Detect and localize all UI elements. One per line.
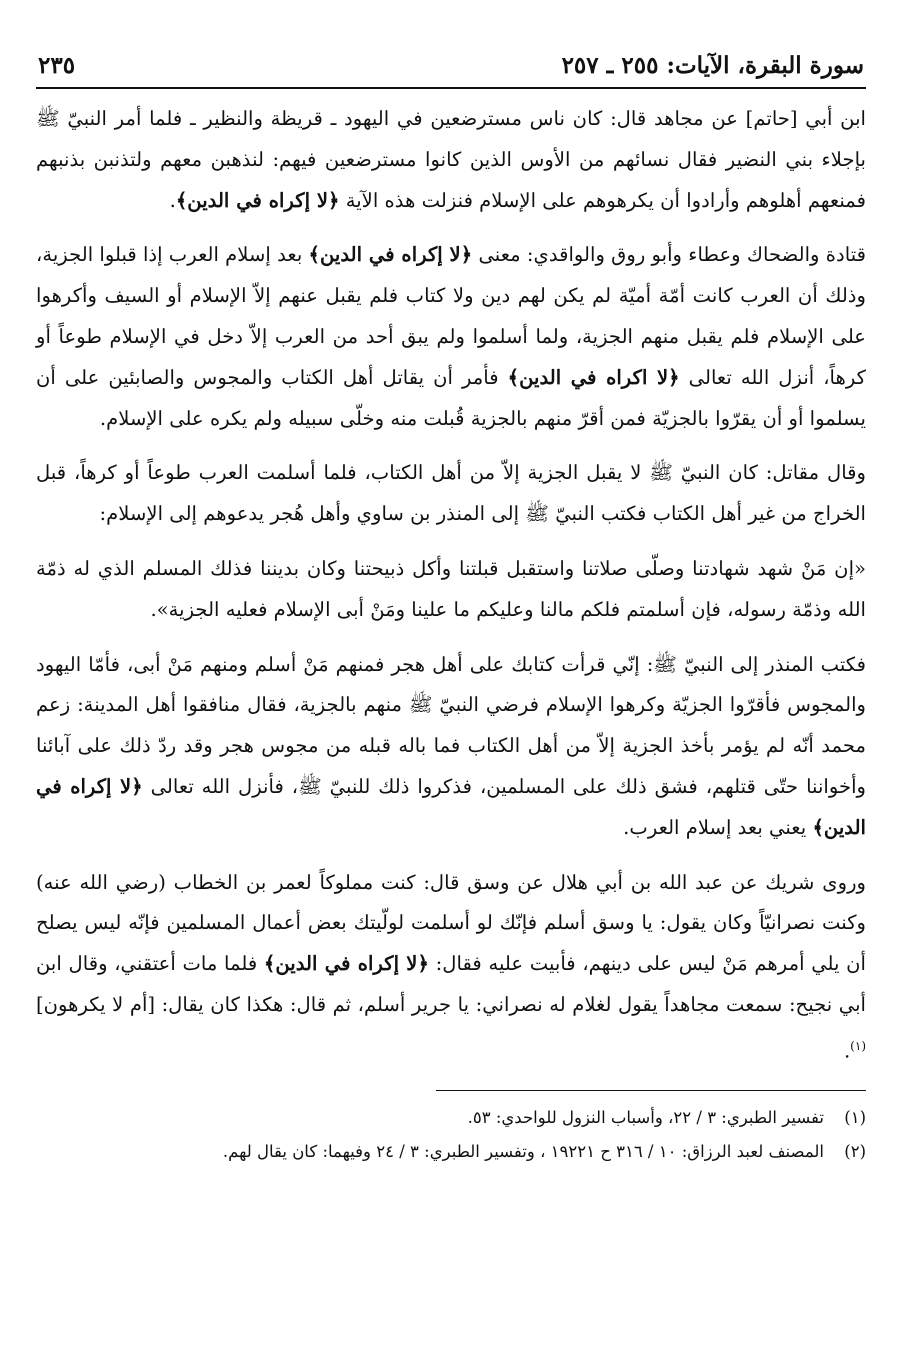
- paragraph-6: وروى شريك عن عبد الله بن أبي هلال عن وسق قال: كنت مملوكاً لعمر بن الخطاب (رضي الله عنه) وكنت نصرانيّاً وكان يقول: يا وسق أسلم فإنّك لو أسلمت لولّيتك بعض أعمال المسلمين فإنّه ليس يصلح أن يلي أمرهم مَنْ ليس على دينهم، فأبيت عليه فقال: ﴿لا إكراه في الدين﴾ فلما مات أعتقني، وقال ابن أبي نجيح: سمعت مجاهداً يقول لغلام له نصراني: يا جرير أسلم، ثم قال: هكذا كان يقال: [أم لا يكرهون]$^{(١)}$.: [36, 870, 867, 1063]
- page-number: ٢٣٥: [38, 52, 76, 79]
- header-rule: [36, 87, 866, 89]
- quran-quote: ﴿لا اكراه في الدين﴾: [507, 365, 680, 389]
- paragraph-1: ابن أبي [حاتم] عن مجاهد قال: كان ناس مسترضعين في اليهود ـ قريظة والنظير ـ فلما أمر النبيّ ﷺ بإجلاء بني النضير فقال نسائهم من الأوس الذين كانوا مسترضعين فيهم: لنذهبن معهم ولتذنبن بذنبهم فمنعهم أهلوهم وأرادوا أن يكرهوهم على الإسلام فنزلت هذه الآية ﴿لا إكراه في الدين﴾.: [36, 107, 866, 212]
- quran-quote: ﴿لا إكراه في الدين﴾: [308, 243, 473, 267]
- footnote-number: (٢): [844, 1142, 866, 1162]
- paragraph-3: وقال مقاتل: كان النبيّ ﷺ لا يقبل الجزية إلاّ من أهل الكتاب، فلما أسلمت العرب طوعاً أو كرهاً، قبل الخراج من غير أهل الكتاب فكتب النبيّ ﷺ إلى المنذر بن ساوي وأهل هُجر يدعوهم إلى الإسلام:: [36, 461, 866, 526]
- quran-quote: ﴿لا إكراه في الدين﴾: [36, 774, 866, 839]
- footnotes: [36, 1101, 866, 1169]
- running-header: [36, 52, 866, 87]
- footnote-1: [36, 1101, 866, 1135]
- footnote-rule: [436, 1090, 866, 1091]
- footnote-reference[interactable]: (١): [850, 1038, 866, 1053]
- paragraph-5: فكتب المنذر إلى النبيّ ﷺ: إنّي قرأت كتابك على أهل هجر فمنهم مَنْ أسلم ومنهم مَنْ أبى، فأمّا اليهود والمجوس فأقرّوا الجزيّة وكرهوا الإسلام فرضي النبيّ ﷺ منهم بالجزية، فقال منافقوا أهل المدينة: زعم محمد أنّه لم يؤمر بأخذ الجزية إلاّ من أهل الكتاب فما باله قبله من مجوس هجر وقد ردّ ذلك على آبائنا وأخواننا حتّى قتلهم، فشق ذلك على المسلمين، فذكروا ذلك للنبيّ ﷺ، فأنزل الله تعالى ﴿لا إكراه في الدين﴾ يعني بعد إسلام العرب.: [36, 652, 866, 839]
- paragraph-2: قتادة والضحاك وعطاء وأبو روق والواقدي: معنى ﴿لا إكراه في الدين﴾ بعد إسلام العرب إذا قبلوا الجزية، وذلك أن العرب كانت أمّة أميّة لم يكن لهم دين ولا كتاب فلم يقبل عنهم إلاّ الإسلام أو السيف وأكرهوا على الإسلام فلم يقبل منهم الجزية، ولما أسلموا ولم يبق أحد من العرب إلاّ دخل في الإسلام طوعاً أو كرهاً، أنزل الله تعالى ﴿لا اكراه في الدين﴾ فأمر أن يقاتل أهل الكتاب والمجوس والصابئين على أن يسلموا أو أن يقرّوا بالجزيّة فمن أقرّ منهم بالجزية قُبلت منه وخلّى سبيله ولم يكره على الإسلام.: [36, 243, 866, 430]
- footnote-number: (١): [844, 1108, 866, 1128]
- chapter-title: سورة البقرة، الآيات: ٢٥٥ ـ ٢٥٧: [561, 52, 864, 79]
- book-page: [36, 52, 866, 1169]
- footnote-2: [36, 1135, 866, 1169]
- footnote-text: المصنف لعبد الرزاق: ١٠ / ٣١٦ ح ١٩٢٢١ ، وتفسير الطبري: ٣ / ٢٤ وفيهما: كان يقال لهم.: [222, 1142, 824, 1162]
- quran-quote: ﴿لا إكراه في الدين﴾: [175, 188, 340, 212]
- footnote-text: تفسير الطبري: ٣ / ٢٢، وأسباب النزول للواحدي: ٥٣.: [467, 1108, 824, 1128]
- paragraph-4-letter: «إن مَنْ شهد شهادتنا وصلّى صلاتنا واستقبل قبلتنا وأكل ذبيحتنا وكان بديننا فذلك المسلم الذي له ذمّة الله وذمّة رسوله، فإن أسلمتم فلكم مالنا وعليكم ما علينا ومَنْ أبى الإسلام فعليه الجزية».: [36, 556, 866, 621]
- quran-quote: ﴿لا إكراه في الدين﴾: [263, 952, 429, 976]
